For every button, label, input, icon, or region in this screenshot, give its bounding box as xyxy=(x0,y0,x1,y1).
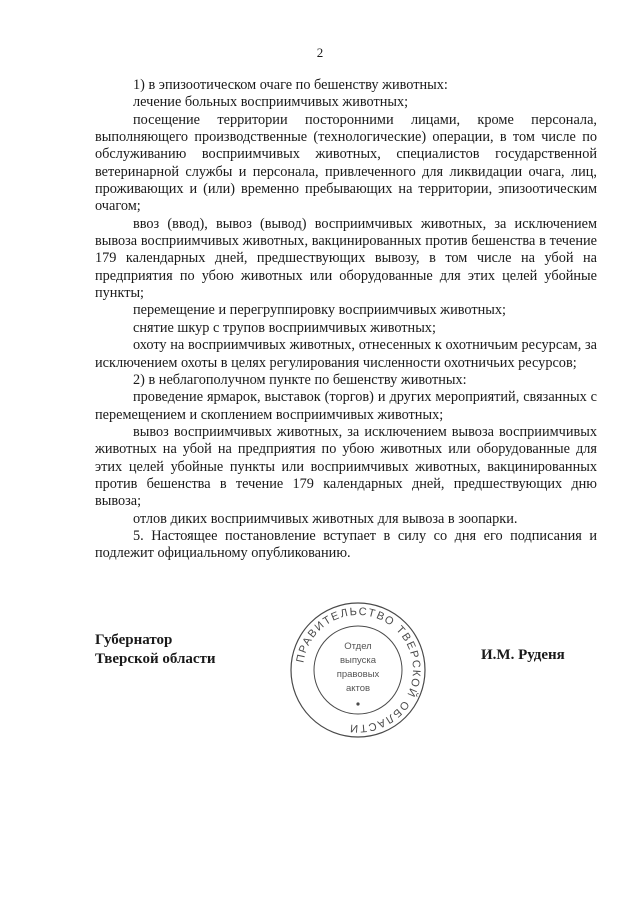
signatory-name: И.М. Руденя xyxy=(481,647,565,663)
paragraph: 5. Настоящее постановление вступает в силу со дня его подписания и подлежит официальному опубликованию. xyxy=(95,527,597,562)
signatory-title-line2: Тверской области xyxy=(95,651,216,667)
paragraph: посещение территории посторонними лицами, кроме персонала, выполняющего производственные (технологические) операции, в том числе по обслуживанию восприимчивых животных, специалистов государственной ветеринарной службы и персонала, привлеченного для ликвидации очага, лиц, проживающих и (или) временно пребывающих на территории, эпизоотическим очагом; xyxy=(95,111,597,215)
page-number: 2 xyxy=(316,45,324,60)
paragraph: 1) в эпизоотическом очаге по бешенству животных: xyxy=(133,77,448,93)
stamp-ring-text: ПРАВИТЕЛЬСТВО ТВЕРСКОЙ ОБЛАСТИ xyxy=(294,605,423,735)
stamp-dot xyxy=(356,702,359,705)
document-body xyxy=(95,77,597,563)
paragraph: ввоз (ввод), вывоз (вывод) восприимчивых животных, за исключением вывоза восприимчивых животных, вакцинированных против бешенства в течение 179 календарных дней, предшествующих вывозу, в том числе на убой на предприятия по убою животных или оборудованные для этих целей убойные пункты; xyxy=(95,215,597,302)
signatory-title-line1: Губернатор xyxy=(95,632,173,648)
paragraph: лечение больных восприимчивых животных; xyxy=(133,94,409,111)
signature-block xyxy=(0,605,640,738)
paragraph: снятие шкур с трупов восприимчивых животных; xyxy=(133,319,436,336)
stamp-line-3: правовых xyxy=(336,669,380,680)
paragraph: охоту на восприимчивых животных, отнесенных к охотничьим ресурсам, за исключением охоты в целях регулирования численности охотничьих ресурсов; xyxy=(95,337,597,371)
paragraph: 2) в неблагополучном пункте по бешенству животных: xyxy=(133,371,467,388)
official-stamp xyxy=(288,600,428,740)
stamp-line-2: выпуска xyxy=(339,655,377,666)
paragraph: вывоз восприимчивых животных, за исключением вывоза восприимчивых животных на убой на предприятия по убою животных или оборудованные для этих целей убойные пункты или восприимчивых животных, вакцинированных против бешенства в течение 179 календарных дней, предшествующих дню вывоза; xyxy=(95,423,597,510)
signatory-title xyxy=(95,631,216,669)
paragraph: отлов диких восприимчивых животных для вывоза в зоопарки. xyxy=(133,510,518,527)
paragraph: перемещение и перегруппировку восприимчивых животных; xyxy=(133,302,506,319)
paragraph: проведение ярмарок, выставок (торгов) и других мероприятий, связанных с перемещением и скоплением восприимчивых животных; xyxy=(95,389,597,423)
stamp-line-4: актов xyxy=(345,683,371,694)
stamp-line-1: Отдел xyxy=(344,641,372,652)
